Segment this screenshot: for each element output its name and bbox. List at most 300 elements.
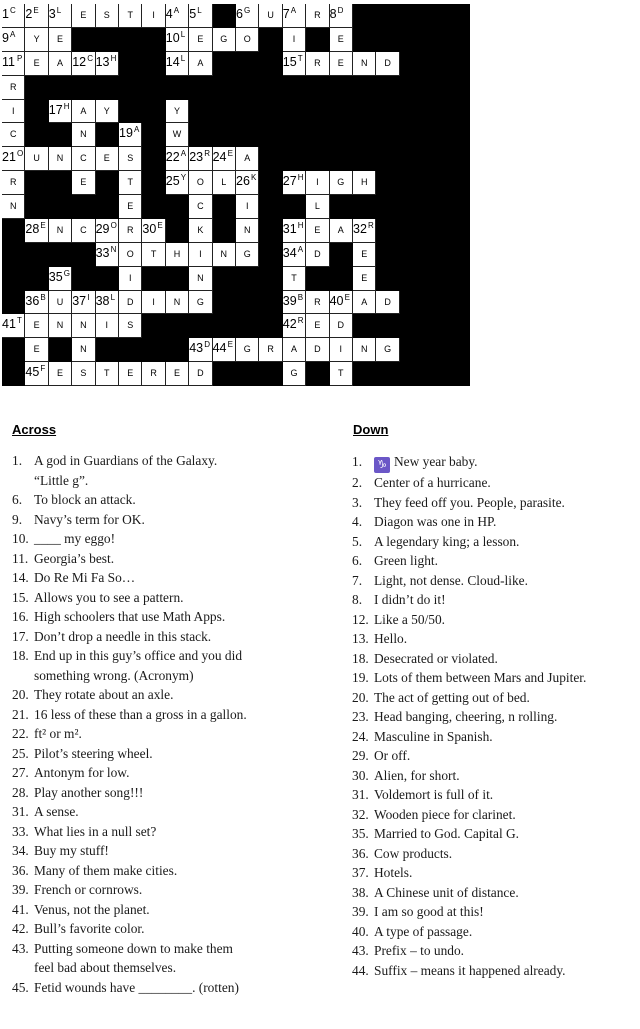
grid-cell: [119, 171, 142, 195]
clue-number: 26: [236, 174, 250, 189]
cell-letter: E: [344, 292, 350, 302]
grid-cell: [353, 291, 376, 315]
cell-letter: N: [197, 272, 204, 283]
across-clue: [12, 763, 342, 783]
cell-letter: R: [204, 149, 210, 159]
cell-letter: E: [40, 220, 46, 230]
across-heading: Across: [12, 422, 57, 437]
grid-cell: [72, 147, 95, 171]
clue-index: 36.: [352, 845, 369, 861]
cell-letter: E: [314, 320, 321, 331]
clue-index: 20.: [352, 689, 369, 705]
down-clue: [352, 844, 640, 864]
down-clue: [352, 590, 640, 610]
down-clue: [352, 766, 640, 786]
clue-text: Head banging, cheering, n rolling.: [374, 709, 558, 724]
clue-text: To block an attack.: [34, 492, 136, 507]
grid-cell: [330, 362, 353, 386]
clue-index: 33.: [12, 823, 29, 839]
clue-number: 38: [95, 293, 110, 308]
grid-cell: [236, 28, 259, 52]
grid-cell: [330, 171, 353, 195]
grid-cell: [49, 291, 72, 315]
clue-index: 39.: [12, 882, 29, 897]
grid-cell: [2, 123, 25, 147]
clue-number: 45: [25, 365, 40, 380]
clue-index: 15.: [12, 589, 29, 605]
clue-number: 7: [282, 7, 290, 21]
down-clue: [352, 824, 640, 844]
clue-text: ft² or m².: [34, 726, 82, 741]
clue-number: 2: [25, 7, 33, 21]
cell-letter: N: [110, 244, 117, 254]
grid-cell: [72, 52, 95, 76]
cell-letter: H: [297, 173, 304, 183]
grid-cell: [72, 291, 95, 315]
grid-cell: [119, 4, 142, 28]
down-clue: [352, 571, 640, 591]
grid-cell: [49, 267, 72, 291]
cell-letter: K: [197, 224, 204, 235]
grid-cell: [166, 147, 189, 171]
across-clue: [12, 646, 342, 666]
clue-number: 35: [48, 269, 63, 284]
clue-text: They feed off you. People, parasite.: [374, 494, 565, 510]
across-clue: [12, 841, 342, 861]
down-clue: [352, 727, 640, 747]
clue-number: 24: [212, 150, 227, 165]
cell-letter: L: [221, 177, 227, 188]
grid-cell: [213, 28, 236, 52]
grid-cell: [236, 338, 259, 362]
grid-cell: [213, 171, 236, 195]
grid-cell: [283, 171, 306, 195]
cell-letter: L: [180, 29, 186, 39]
clue-index: 13.: [352, 631, 369, 646]
grid-cell: [72, 4, 95, 28]
across-clue: [12, 529, 342, 549]
clue-number: 39: [282, 293, 297, 308]
clue-index: 30.: [352, 767, 369, 783]
grid-cell: [353, 267, 376, 291]
down-heading: Down: [353, 422, 389, 437]
grid-cell: [236, 147, 259, 171]
clue-number: 31: [282, 221, 297, 236]
grid-cell: [25, 52, 48, 76]
down-clue: [352, 629, 640, 649]
cell-letter: T: [297, 53, 303, 63]
cell-letter: T: [17, 316, 22, 326]
grid-cell: [189, 338, 212, 362]
grid-cell: [119, 123, 142, 147]
cell-letter: U: [33, 153, 40, 164]
grid-cell: [49, 100, 72, 124]
clue-index: 31.: [352, 787, 369, 802]
cell-letter: O: [110, 220, 117, 230]
grid-cell: [2, 28, 25, 52]
clue-text: Center of a hurricane.: [374, 475, 491, 490]
clue-number: 33: [95, 245, 110, 260]
clue-index: 8.: [352, 592, 363, 607]
clue-text: They rotate about an axle.: [34, 687, 174, 702]
grid-cell: [96, 100, 119, 124]
clue-text: I didn’t do it!: [374, 592, 446, 607]
down-clue: [352, 649, 640, 669]
clue-text: Lots of them between Mars and Jupiter.: [374, 670, 587, 685]
cell-letter: G: [290, 368, 298, 379]
grid-cell: [236, 195, 259, 219]
clue-text: Or off.: [374, 748, 411, 763]
grid-cell: [49, 4, 72, 28]
cell-letter: E: [157, 220, 163, 230]
cell-letter: T: [127, 177, 133, 188]
cell-letter: N: [9, 201, 17, 211]
grid-cell: [166, 362, 189, 386]
grid-cell: [189, 28, 212, 52]
grid-cell: [2, 4, 25, 28]
cell-letter: D: [204, 340, 210, 350]
cell-letter: H: [63, 101, 70, 111]
clue-number: 36: [25, 293, 40, 308]
across-clue: [12, 705, 342, 725]
clue-index: 16.: [12, 609, 29, 624]
across-clue: [12, 451, 342, 471]
across-clue: [12, 939, 342, 959]
grid-cell: [96, 362, 119, 386]
grid-cell: [142, 243, 165, 267]
across-clue: [12, 724, 342, 744]
cell-letter: E: [361, 248, 368, 259]
cell-letter: E: [337, 33, 344, 44]
cell-letter: S: [103, 10, 110, 20]
cell-letter: E: [314, 224, 321, 235]
clue-index: 7.: [352, 572, 363, 588]
cell-letter: E: [56, 368, 63, 379]
cell-letter: Y: [103, 105, 110, 116]
cell-letter: Y: [180, 173, 187, 183]
grid-cell: [72, 100, 95, 124]
clue-text: Suffix – means it happened already.: [374, 962, 566, 978]
clue-index: 6.: [352, 553, 363, 568]
across-clue: [12, 568, 342, 588]
clue-text: The act of getting out of bed.: [374, 689, 530, 705]
grid-cell: [189, 243, 212, 267]
grid-cell: [119, 219, 142, 243]
grid-cell: [353, 338, 376, 362]
cell-letter: A: [134, 125, 140, 135]
across-clue: [12, 822, 342, 842]
clue-text: Fetid wounds have ________. (rotten): [34, 979, 239, 995]
clue-index: 43.: [12, 940, 29, 956]
cell-letter: A: [297, 244, 304, 254]
cell-letter: I: [11, 105, 15, 116]
cell-letter: A: [244, 153, 251, 164]
grid-cell: [306, 195, 329, 219]
cell-letter: E: [173, 368, 180, 379]
grid-cell: [283, 314, 306, 338]
cell-letter: U: [56, 296, 64, 307]
clue-text: Wooden piece for clarinet.: [374, 806, 516, 822]
cell-letter: I: [87, 292, 90, 302]
clue-index: 3.: [352, 494, 363, 510]
clue-index: 20.: [12, 687, 29, 702]
grid-cell: [96, 314, 119, 338]
clue-text: Voldemort is full of it.: [374, 787, 494, 802]
grid-cell: [189, 195, 212, 219]
clue-text: Putting someone down to make them: [34, 940, 233, 956]
grid-cell: [306, 171, 329, 195]
grid-cell: [25, 4, 48, 28]
grid-cell: [306, 243, 329, 267]
grid-cell: [166, 243, 189, 267]
clue-index: 38.: [352, 884, 369, 900]
cell-letter: I: [245, 201, 249, 211]
cell-letter: I: [316, 177, 319, 188]
cell-letter: K: [251, 173, 257, 183]
clue-text: something wrong. (Acronym): [34, 667, 194, 683]
cell-letter: I: [128, 272, 132, 283]
cell-letter: O: [17, 149, 24, 159]
cell-letter: N: [220, 248, 228, 259]
clue-text: Do Re Mi Fa So…: [34, 570, 136, 585]
clue-index: 28.: [12, 784, 29, 800]
cell-letter: L: [180, 53, 186, 63]
clue-text: Married to God. Capital G.: [374, 826, 520, 841]
cell-letter: D: [126, 296, 134, 307]
cell-letter: C: [80, 224, 87, 235]
grid-cell: [283, 291, 306, 315]
clue-text: Allows you to see a pattern.: [34, 589, 184, 605]
down-clue: [352, 941, 640, 961]
grid-cell: [189, 4, 212, 28]
cell-letter: A: [290, 6, 297, 15]
cell-letter: A: [173, 6, 180, 15]
grid-cell: [353, 52, 376, 76]
clue-index: 36.: [12, 862, 29, 878]
grid-cell: [189, 147, 212, 171]
across-clue-list: [12, 451, 342, 997]
down-clue: [352, 785, 640, 805]
grid-cell: [25, 362, 48, 386]
grid-cell: [283, 362, 306, 386]
cell-letter: R: [9, 81, 17, 92]
down-clue: [352, 688, 640, 708]
clue-number: 34: [282, 245, 297, 260]
cell-letter: R: [126, 224, 134, 235]
clue-index: 42.: [12, 921, 29, 936]
grid-cell: [96, 4, 119, 28]
cell-letter: G: [196, 296, 204, 307]
cell-letter: A: [180, 149, 187, 159]
clue-index: 40.: [352, 923, 369, 939]
clue-index: 24.: [352, 728, 369, 744]
cell-letter: S: [127, 320, 134, 331]
clue-index: 1.: [12, 453, 23, 468]
down-clue: [352, 902, 640, 922]
cell-letter: N: [173, 296, 181, 307]
across-clue: [12, 510, 342, 530]
clue-index: 11.: [12, 550, 29, 566]
cell-letter: T: [338, 368, 344, 379]
grid-cell: [306, 338, 329, 362]
grid-cell: [119, 362, 142, 386]
clue-number: 1: [2, 7, 9, 21]
cell-letter: D: [314, 344, 321, 355]
down-clue: [352, 473, 640, 493]
clue-text: New year baby.: [394, 454, 478, 469]
clue-text: Many of them make cities.: [34, 862, 178, 878]
cell-letter: T: [150, 248, 157, 259]
grid-cell: [119, 243, 142, 267]
grid-cell: [330, 52, 353, 76]
grid-cell: [119, 291, 142, 315]
cell-letter: N: [56, 153, 64, 164]
clue-number: 43: [189, 341, 204, 356]
cell-letter: A: [80, 105, 87, 116]
cell-letter: I: [199, 248, 202, 259]
cell-letter: B: [40, 292, 46, 302]
grid-cell: [189, 267, 212, 291]
cell-letter: N: [360, 344, 368, 355]
grid-cell: [2, 195, 25, 219]
clue-number: 40: [329, 293, 344, 308]
clue-number: 19: [119, 126, 133, 141]
cell-letter: L: [56, 6, 62, 15]
cell-letter: E: [337, 57, 344, 68]
clue-text: A sense.: [34, 804, 79, 819]
clue-text: French or cornrows.: [34, 882, 143, 897]
grid-cell: [96, 291, 119, 315]
clue-index: 23.: [352, 709, 369, 724]
clue-number: 10: [165, 30, 180, 45]
clue-index: 45.: [12, 979, 29, 995]
cell-letter: I: [152, 10, 155, 20]
grid-cell: [306, 291, 329, 315]
cell-letter: C: [10, 6, 16, 15]
clue-index: 44.: [352, 962, 369, 978]
clue-number: 25: [165, 174, 180, 189]
cell-letter: E: [227, 340, 233, 350]
grid-cell: [72, 123, 95, 147]
grid-cell: [330, 28, 353, 52]
cell-letter: C: [80, 153, 87, 164]
grid-cell: [213, 243, 236, 267]
grid-cell: [353, 243, 376, 267]
cell-letter: D: [337, 6, 344, 15]
cell-letter: A: [56, 57, 63, 68]
cell-letter: I: [152, 296, 155, 307]
clue-text: Green light.: [374, 553, 438, 568]
clue-number: 6: [236, 7, 243, 21]
cell-letter: L: [314, 201, 320, 211]
grid-cell: [119, 195, 142, 219]
cell-letter: R: [314, 10, 321, 20]
grid-cell: [330, 314, 353, 338]
clue-index: 14.: [12, 570, 29, 585]
clue-text: ____ my eggo!: [34, 531, 116, 546]
grid-cell: [25, 219, 48, 243]
clue-index: 35.: [352, 826, 369, 841]
clue-index: 6.: [12, 492, 23, 507]
cell-letter: C: [9, 129, 17, 140]
clue-index: 10.: [12, 531, 29, 546]
grid-cell: [96, 219, 119, 243]
clue-number: 17: [48, 102, 63, 117]
grid-cell: [96, 52, 119, 76]
grid-cell: [306, 52, 329, 76]
cell-letter: N: [80, 344, 87, 355]
cell-letter: G: [220, 33, 228, 44]
down-clue: [352, 707, 640, 727]
cell-letter: A: [10, 29, 16, 39]
down-clue: [352, 610, 640, 630]
cell-letter: N: [56, 224, 64, 235]
cell-letter: N: [56, 320, 64, 331]
clue-text: I am so good at this!: [374, 904, 484, 919]
cell-letter: E: [56, 33, 63, 44]
cell-letter: O: [196, 177, 204, 188]
cell-letter: Y: [33, 33, 40, 44]
clue-index: 43.: [352, 943, 369, 958]
clue-text: High schoolers that use Math Apps.: [34, 609, 226, 624]
across-clue: [12, 627, 342, 647]
clue-index: 12.: [352, 611, 369, 627]
clue-text: Like a 50/50.: [374, 611, 446, 627]
cell-letter: T: [291, 272, 297, 283]
grid-cell: [2, 314, 25, 338]
clue-text: Cow products.: [374, 845, 453, 861]
clue-text: Masculine in Spanish.: [374, 728, 493, 744]
clue-number: 37: [72, 293, 87, 308]
clue-index: 31.: [12, 804, 29, 819]
grid-cell: [96, 147, 119, 171]
cell-letter: I: [339, 344, 343, 355]
grid-cell: [353, 171, 376, 195]
grid-cell: [376, 338, 399, 362]
grid-cell: [189, 291, 212, 315]
clue-index: 22.: [12, 726, 29, 741]
grid-cell: [96, 243, 119, 267]
grid-cell: [330, 219, 353, 243]
cell-letter: T: [104, 368, 110, 379]
cell-letter: E: [80, 177, 87, 188]
cell-letter: A: [290, 344, 297, 355]
grid-cell: [166, 100, 189, 124]
cell-letter: S: [80, 368, 87, 379]
clue-index: 1.: [352, 454, 363, 469]
cell-letter: E: [33, 320, 40, 331]
cell-letter: G: [243, 248, 251, 259]
clue-index: 9.: [12, 511, 23, 527]
grid-cell: [2, 171, 25, 195]
clue-index: 19.: [352, 670, 369, 685]
cell-letter: L: [110, 292, 116, 302]
clue-number: 23: [189, 150, 204, 165]
clue-text: Prefix – to undo.: [374, 943, 465, 958]
grid-cell: [25, 28, 48, 52]
clue-text: Play another song!!!: [34, 784, 144, 800]
cell-letter: H: [173, 248, 181, 259]
grid-cell: [259, 338, 282, 362]
grid-cell: [236, 171, 259, 195]
grid-cell: [2, 52, 25, 76]
cell-letter: L: [197, 6, 202, 15]
grid-cell: [236, 243, 259, 267]
grid-cell: [119, 147, 142, 171]
grid-cell: [283, 219, 306, 243]
clue-text: Hello.: [374, 631, 408, 646]
clue-number: 5: [189, 7, 197, 21]
